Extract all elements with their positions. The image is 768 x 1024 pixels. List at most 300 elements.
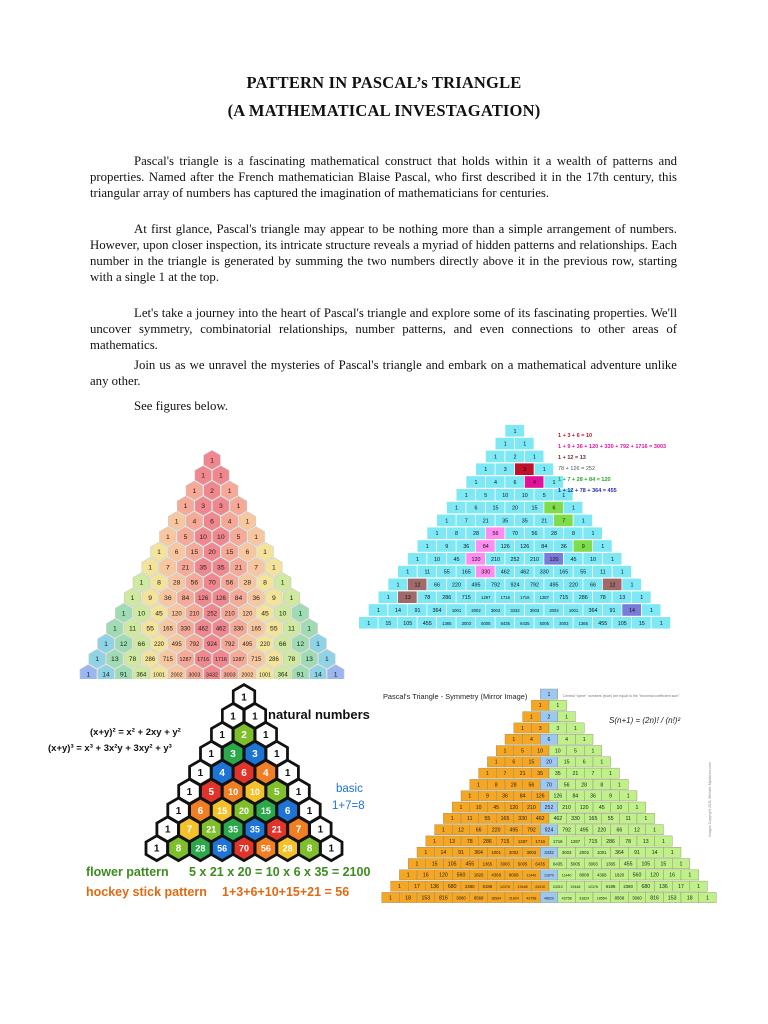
fig4-cell bbox=[593, 757, 611, 767]
svg-text:16: 16 bbox=[422, 872, 429, 879]
fig2-cell bbox=[476, 591, 495, 603]
svg-text:3003: 3003 bbox=[529, 608, 540, 613]
fig4-cell bbox=[690, 881, 708, 891]
fig3-binomial-square: (x+y)² = x² + 2xy + y² bbox=[90, 727, 181, 738]
fig1-hex-cell bbox=[213, 619, 230, 638]
fig1-hex-cell bbox=[195, 466, 212, 485]
fig4-cell bbox=[514, 836, 532, 846]
fig2-cell bbox=[515, 515, 534, 527]
svg-text:1: 1 bbox=[295, 786, 302, 798]
fig1-hex-cell bbox=[204, 634, 221, 653]
svg-text:330: 330 bbox=[180, 626, 191, 633]
fig2-cell bbox=[544, 579, 563, 591]
svg-text:1287: 1287 bbox=[481, 595, 491, 601]
svg-text:17: 17 bbox=[678, 884, 684, 890]
fig4-cell bbox=[505, 870, 523, 880]
svg-text:15: 15 bbox=[431, 861, 438, 868]
svg-text:10: 10 bbox=[502, 492, 509, 499]
svg-text:5: 5 bbox=[208, 786, 215, 798]
svg-text:35: 35 bbox=[521, 518, 528, 525]
fig2-cell bbox=[515, 489, 534, 501]
paragraph-structure: At first glance, Pascal's triangle may appear to be nothing more than a simple arrangement of numbers. However, upon closer inspection, its intricate structure reveals a myriad of hidden patterns and relationships. Each number in the triangle is generated by summing the two numbers directly above it in the previous row, starting with a single 1 at the top. bbox=[90, 222, 677, 284]
fig3-hockey-stick-name: hockey stick pattern bbox=[86, 885, 207, 899]
fig1-hex-cell bbox=[133, 573, 150, 592]
fig4-cell bbox=[567, 791, 585, 801]
svg-text:4: 4 bbox=[227, 518, 232, 526]
svg-text:14: 14 bbox=[314, 671, 322, 679]
svg-text:8: 8 bbox=[600, 782, 604, 789]
figure-cyan-sum-triangle bbox=[367, 421, 722, 630]
svg-text:1: 1 bbox=[670, 850, 674, 857]
figure-hexagon-patterns bbox=[42, 679, 376, 904]
fig4-cell bbox=[628, 802, 646, 812]
fig1-hex-cell bbox=[160, 619, 177, 638]
svg-text:84: 84 bbox=[572, 793, 579, 800]
svg-text:126: 126 bbox=[500, 544, 510, 550]
svg-text:3: 3 bbox=[218, 503, 223, 511]
fig4-cell bbox=[461, 791, 479, 801]
svg-text:126: 126 bbox=[215, 596, 226, 602]
svg-text:165: 165 bbox=[588, 816, 598, 823]
fig2-cell bbox=[505, 527, 524, 539]
fig1-hex-cell bbox=[283, 588, 300, 607]
svg-text:13: 13 bbox=[111, 656, 119, 664]
fig4-cell bbox=[479, 813, 497, 823]
fig4-cell bbox=[593, 847, 611, 857]
svg-text:210: 210 bbox=[562, 804, 571, 811]
fig4-cell bbox=[619, 859, 637, 869]
svg-text:364: 364 bbox=[474, 850, 483, 857]
svg-text:45: 45 bbox=[155, 610, 163, 618]
svg-text:2: 2 bbox=[241, 730, 247, 742]
svg-text:1: 1 bbox=[503, 441, 507, 448]
fig3-flower-pattern-name: flower pattern bbox=[86, 865, 169, 879]
fig1-hex-cell bbox=[115, 634, 132, 653]
svg-text:1: 1 bbox=[183, 503, 188, 511]
svg-text:12: 12 bbox=[634, 827, 640, 834]
fig4-cell bbox=[584, 859, 602, 869]
fig2-cell bbox=[476, 489, 495, 501]
svg-text:15: 15 bbox=[260, 805, 271, 816]
fig2-cell bbox=[554, 566, 573, 578]
svg-text:3003: 3003 bbox=[461, 620, 471, 626]
svg-text:84: 84 bbox=[541, 544, 548, 550]
fig4-cell bbox=[663, 870, 681, 880]
fig2-cell bbox=[457, 540, 476, 552]
fig4-cell bbox=[655, 881, 673, 891]
fig2-cell bbox=[369, 604, 388, 616]
fig2-cell bbox=[457, 489, 476, 501]
fig2-cell bbox=[496, 515, 515, 527]
svg-text:1: 1 bbox=[572, 505, 575, 512]
fig1-hex-cell bbox=[142, 558, 159, 577]
svg-text:6: 6 bbox=[174, 549, 179, 557]
svg-text:3003: 3003 bbox=[223, 672, 236, 679]
svg-text:1: 1 bbox=[513, 428, 517, 435]
svg-text:35: 35 bbox=[502, 518, 509, 525]
svg-text:792: 792 bbox=[562, 827, 571, 834]
fig2-cell bbox=[447, 502, 466, 514]
svg-text:1: 1 bbox=[433, 838, 437, 845]
svg-text:15: 15 bbox=[225, 549, 234, 557]
fig4-cell bbox=[549, 768, 567, 778]
svg-text:252: 252 bbox=[510, 556, 520, 563]
svg-text:6435: 6435 bbox=[520, 620, 530, 626]
fig1-hex-cell bbox=[248, 619, 265, 638]
fig2-cell bbox=[466, 476, 485, 488]
fig2-cell bbox=[447, 527, 466, 539]
svg-text:1: 1 bbox=[227, 487, 232, 495]
fig4-cell bbox=[452, 802, 470, 812]
svg-text:1820: 1820 bbox=[473, 872, 484, 878]
fig2-cell bbox=[476, 566, 495, 578]
fig4-cell bbox=[452, 825, 470, 835]
svg-text:8568: 8568 bbox=[614, 895, 625, 901]
fig4-cell bbox=[540, 892, 558, 902]
svg-text:1365: 1365 bbox=[578, 620, 588, 626]
svg-text:715: 715 bbox=[559, 595, 569, 602]
fig4-cell bbox=[452, 870, 470, 880]
svg-text:21: 21 bbox=[572, 771, 579, 777]
fig1-hex-cell bbox=[213, 588, 230, 607]
fig1-hex-cell bbox=[301, 649, 318, 668]
svg-text:28: 28 bbox=[172, 579, 181, 587]
svg-text:91: 91 bbox=[458, 850, 464, 857]
fig2-cell bbox=[554, 540, 573, 552]
svg-text:1: 1 bbox=[415, 861, 419, 868]
fig1-hex-cell bbox=[142, 649, 159, 668]
fig2-cell bbox=[398, 566, 417, 578]
svg-text:1: 1 bbox=[494, 759, 498, 766]
svg-text:1: 1 bbox=[609, 771, 613, 777]
fig4-cell bbox=[699, 892, 717, 902]
fig1-hex-cell bbox=[221, 634, 238, 653]
fig4-cell bbox=[558, 734, 576, 744]
svg-text:286: 286 bbox=[268, 657, 279, 664]
fig4-cell bbox=[575, 870, 593, 880]
svg-text:12376: 12376 bbox=[500, 885, 510, 889]
fig1-hex-cell bbox=[160, 527, 177, 546]
fig2-cell bbox=[437, 591, 456, 603]
svg-text:1: 1 bbox=[130, 595, 135, 602]
svg-text:1: 1 bbox=[121, 610, 126, 618]
fig1-hex-cell bbox=[221, 603, 238, 622]
svg-text:45: 45 bbox=[261, 610, 269, 618]
svg-text:495: 495 bbox=[242, 641, 253, 648]
fig4-cell bbox=[672, 881, 690, 891]
fig4-cell bbox=[505, 825, 523, 835]
fig1-hex-cell bbox=[195, 496, 212, 515]
fig4-cell bbox=[567, 881, 585, 891]
svg-text:3003: 3003 bbox=[588, 861, 598, 867]
svg-text:21: 21 bbox=[234, 564, 243, 572]
fig3-basic-equation: 1+7=8 bbox=[332, 800, 365, 812]
fig2-cell bbox=[613, 591, 632, 603]
svg-text:6: 6 bbox=[210, 518, 214, 526]
page-subtitle: (A MATHEMATICAL INVESTAGATION) bbox=[227, 101, 541, 120]
fig4-cell bbox=[593, 892, 611, 902]
page-title: PATTERN IN PASCAL’s TRIANGLE bbox=[246, 73, 522, 92]
svg-text:126: 126 bbox=[520, 544, 530, 550]
svg-text:7: 7 bbox=[591, 771, 595, 777]
fig2-cell bbox=[525, 502, 544, 514]
fig4-cell bbox=[575, 847, 593, 857]
fig2-cell bbox=[408, 579, 427, 591]
svg-text:13: 13 bbox=[449, 838, 456, 845]
fig2-cell bbox=[496, 438, 515, 450]
fig4-cell bbox=[408, 859, 426, 869]
fig4-cell bbox=[487, 825, 505, 835]
fig2-cell bbox=[398, 591, 417, 603]
svg-text:330: 330 bbox=[539, 569, 549, 576]
svg-text:56: 56 bbox=[528, 782, 535, 789]
svg-text:1: 1 bbox=[552, 480, 556, 486]
fig4-cell bbox=[435, 847, 453, 857]
fig2-cell bbox=[583, 604, 602, 616]
fig2-note-2: 1 + 9 + 36 + 120 + 330 + 792 + 1716 = 3003 bbox=[558, 444, 667, 450]
fig4-cell bbox=[514, 746, 532, 756]
svg-text:220: 220 bbox=[597, 827, 607, 834]
fig4-cell bbox=[435, 825, 453, 835]
fig2-note-5: 1 + 7 + 28 + 84 = 120 bbox=[558, 477, 611, 483]
fig1-hex-cell bbox=[230, 649, 247, 668]
fig2-cell bbox=[486, 579, 505, 591]
fig2-cell bbox=[418, 566, 437, 578]
svg-text:1: 1 bbox=[139, 579, 144, 587]
fig4-cell bbox=[646, 870, 664, 880]
svg-text:91: 91 bbox=[414, 608, 421, 614]
fig2-cell bbox=[515, 540, 534, 552]
fig4-cell bbox=[417, 870, 435, 880]
fig4-cell bbox=[426, 836, 444, 846]
fig4-cell bbox=[593, 802, 611, 812]
fig4-cell bbox=[391, 881, 409, 891]
fig1-hex-cell bbox=[221, 481, 238, 500]
svg-text:1: 1 bbox=[450, 816, 454, 823]
fig4-cell bbox=[470, 802, 488, 812]
svg-text:1: 1 bbox=[464, 492, 468, 499]
svg-text:28: 28 bbox=[581, 782, 588, 789]
fig1-hex-cell bbox=[221, 512, 238, 531]
svg-text:28: 28 bbox=[551, 531, 557, 538]
svg-text:4368: 4368 bbox=[491, 872, 501, 878]
svg-text:120: 120 bbox=[471, 556, 481, 563]
svg-text:1: 1 bbox=[317, 824, 324, 836]
paragraph-see-figures: See figures below. bbox=[134, 399, 229, 413]
svg-text:286: 286 bbox=[578, 595, 588, 602]
fig4-cell bbox=[470, 825, 488, 835]
svg-text:11440: 11440 bbox=[526, 873, 537, 878]
svg-text:91: 91 bbox=[119, 671, 128, 679]
svg-text:120: 120 bbox=[439, 872, 448, 879]
fig4-cell bbox=[523, 757, 541, 767]
svg-text:3003: 3003 bbox=[561, 850, 572, 856]
svg-text:455: 455 bbox=[465, 861, 475, 868]
svg-text:462: 462 bbox=[198, 626, 209, 633]
svg-text:10: 10 bbox=[434, 556, 440, 563]
figure-symmetry-mirror bbox=[381, 687, 720, 905]
fig4-cell bbox=[584, 813, 602, 823]
fig1-hex-cell bbox=[274, 573, 291, 592]
fig1-hex-cell bbox=[221, 573, 238, 592]
svg-text:1: 1 bbox=[565, 714, 569, 721]
svg-text:15: 15 bbox=[528, 759, 535, 766]
svg-text:7: 7 bbox=[562, 518, 566, 525]
fig4-cell bbox=[523, 892, 541, 902]
fig1-hex-cell bbox=[133, 603, 150, 622]
fig2-cell bbox=[505, 579, 524, 591]
fig4-cell bbox=[523, 825, 541, 835]
fig1-hex-cell bbox=[266, 558, 283, 577]
fig4-cell bbox=[479, 791, 497, 801]
fig1-hex-cell bbox=[204, 573, 221, 592]
fig4-cell bbox=[637, 836, 655, 846]
fig2-cell bbox=[408, 553, 427, 565]
fig1-hex-cell bbox=[195, 527, 212, 546]
fig4-cell bbox=[540, 757, 558, 767]
fig4-cell bbox=[593, 825, 611, 835]
svg-text:1716: 1716 bbox=[197, 657, 210, 664]
svg-text:1: 1 bbox=[416, 556, 419, 563]
fig2-cell bbox=[437, 566, 456, 578]
svg-text:20: 20 bbox=[208, 549, 216, 557]
svg-text:1: 1 bbox=[650, 608, 653, 614]
svg-text:715: 715 bbox=[500, 838, 510, 845]
fig4-cell bbox=[575, 757, 593, 767]
fig4-cell bbox=[487, 892, 505, 902]
svg-text:55: 55 bbox=[580, 569, 587, 576]
fig4-cell bbox=[540, 870, 558, 880]
svg-text:1: 1 bbox=[705, 895, 709, 902]
svg-text:70: 70 bbox=[546, 782, 552, 789]
fig4-cell bbox=[540, 847, 558, 857]
svg-text:20: 20 bbox=[546, 759, 552, 766]
svg-text:120: 120 bbox=[171, 611, 182, 618]
svg-text:136: 136 bbox=[430, 884, 439, 890]
svg-text:153: 153 bbox=[667, 895, 677, 902]
fig4-cell bbox=[575, 779, 593, 789]
svg-text:35: 35 bbox=[249, 824, 260, 835]
svg-text:28: 28 bbox=[195, 843, 206, 854]
fig2-cell bbox=[642, 604, 661, 616]
fig1-hex-cell bbox=[151, 603, 168, 622]
svg-text:12: 12 bbox=[458, 827, 464, 834]
fig4-cell bbox=[655, 859, 673, 869]
fig4-cell bbox=[567, 859, 585, 869]
svg-text:120: 120 bbox=[650, 872, 659, 879]
fig4-cell bbox=[435, 870, 453, 880]
svg-text:924: 924 bbox=[544, 827, 554, 834]
svg-text:1: 1 bbox=[165, 533, 170, 541]
fig1-hex-cell bbox=[151, 634, 168, 653]
fig4-cell bbox=[593, 779, 611, 789]
svg-text:462: 462 bbox=[215, 626, 226, 633]
fig4-cell bbox=[567, 746, 585, 756]
svg-text:210: 210 bbox=[224, 611, 235, 618]
fig2-cell bbox=[505, 451, 524, 463]
svg-text:3003: 3003 bbox=[490, 608, 501, 613]
svg-text:35: 35 bbox=[554, 771, 561, 777]
svg-text:5: 5 bbox=[484, 492, 488, 499]
svg-text:1: 1 bbox=[653, 827, 657, 834]
fig1-hex-cell bbox=[186, 634, 203, 653]
svg-text:220: 220 bbox=[569, 582, 578, 589]
svg-text:364: 364 bbox=[136, 672, 147, 679]
fig4-cell bbox=[417, 847, 435, 857]
svg-text:1: 1 bbox=[112, 625, 117, 633]
svg-text:8: 8 bbox=[263, 579, 267, 587]
fig2-cell bbox=[544, 502, 563, 514]
fig2-cell bbox=[554, 515, 573, 527]
fig2-cell bbox=[466, 579, 485, 591]
svg-text:1: 1 bbox=[477, 782, 481, 789]
fig4-cell bbox=[549, 746, 567, 756]
fig4-cell bbox=[558, 757, 576, 767]
svg-text:78: 78 bbox=[466, 838, 473, 845]
fig1-hex-cell bbox=[266, 619, 283, 638]
svg-text:78: 78 bbox=[599, 595, 606, 602]
fig4-cell bbox=[646, 825, 664, 835]
svg-text:45: 45 bbox=[453, 556, 460, 563]
fig4-cell bbox=[611, 870, 629, 880]
svg-text:715: 715 bbox=[461, 595, 471, 602]
fig4-cell bbox=[461, 859, 479, 869]
svg-text:1: 1 bbox=[591, 531, 595, 538]
svg-text:3: 3 bbox=[556, 725, 560, 732]
fig2-cell bbox=[515, 438, 534, 450]
svg-text:1: 1 bbox=[573, 725, 577, 732]
svg-text:55: 55 bbox=[270, 625, 278, 633]
svg-text:136: 136 bbox=[659, 884, 668, 890]
svg-text:20: 20 bbox=[512, 505, 518, 512]
svg-text:560: 560 bbox=[632, 872, 642, 879]
svg-text:462: 462 bbox=[520, 569, 530, 576]
svg-text:1: 1 bbox=[316, 640, 320, 648]
fig1-hex-cell bbox=[292, 603, 309, 622]
svg-text:165: 165 bbox=[559, 569, 569, 576]
svg-text:19448: 19448 bbox=[570, 885, 581, 889]
fig2-cell bbox=[535, 617, 554, 629]
svg-text:1: 1 bbox=[218, 472, 223, 480]
fig2-cell bbox=[437, 617, 456, 629]
svg-text:924: 924 bbox=[510, 582, 520, 589]
fig1-hex-cell bbox=[274, 603, 291, 622]
fig2-cell bbox=[418, 617, 437, 629]
svg-text:1: 1 bbox=[245, 518, 250, 526]
svg-text:66: 66 bbox=[475, 827, 482, 834]
fig4-cell bbox=[531, 746, 549, 756]
svg-text:6: 6 bbox=[241, 768, 247, 779]
svg-text:1: 1 bbox=[236, 503, 241, 511]
fig4-cell bbox=[558, 892, 576, 902]
svg-text:36: 36 bbox=[590, 793, 596, 800]
svg-text:35: 35 bbox=[199, 564, 207, 572]
fig1-hex-cell bbox=[98, 634, 115, 653]
fig4-cell bbox=[619, 881, 637, 891]
svg-text:21: 21 bbox=[206, 824, 217, 835]
fig4-cell bbox=[575, 734, 593, 744]
svg-text:1: 1 bbox=[406, 872, 410, 879]
svg-text:1: 1 bbox=[148, 564, 153, 572]
fig4-cell bbox=[549, 859, 567, 869]
svg-text:364: 364 bbox=[277, 672, 288, 679]
svg-text:56: 56 bbox=[492, 531, 499, 538]
fig4-cell bbox=[408, 881, 426, 891]
fig1-hex-cell bbox=[142, 588, 159, 607]
svg-text:1: 1 bbox=[197, 768, 204, 779]
fig4-cell bbox=[646, 847, 664, 857]
fig4-cell bbox=[435, 892, 453, 902]
